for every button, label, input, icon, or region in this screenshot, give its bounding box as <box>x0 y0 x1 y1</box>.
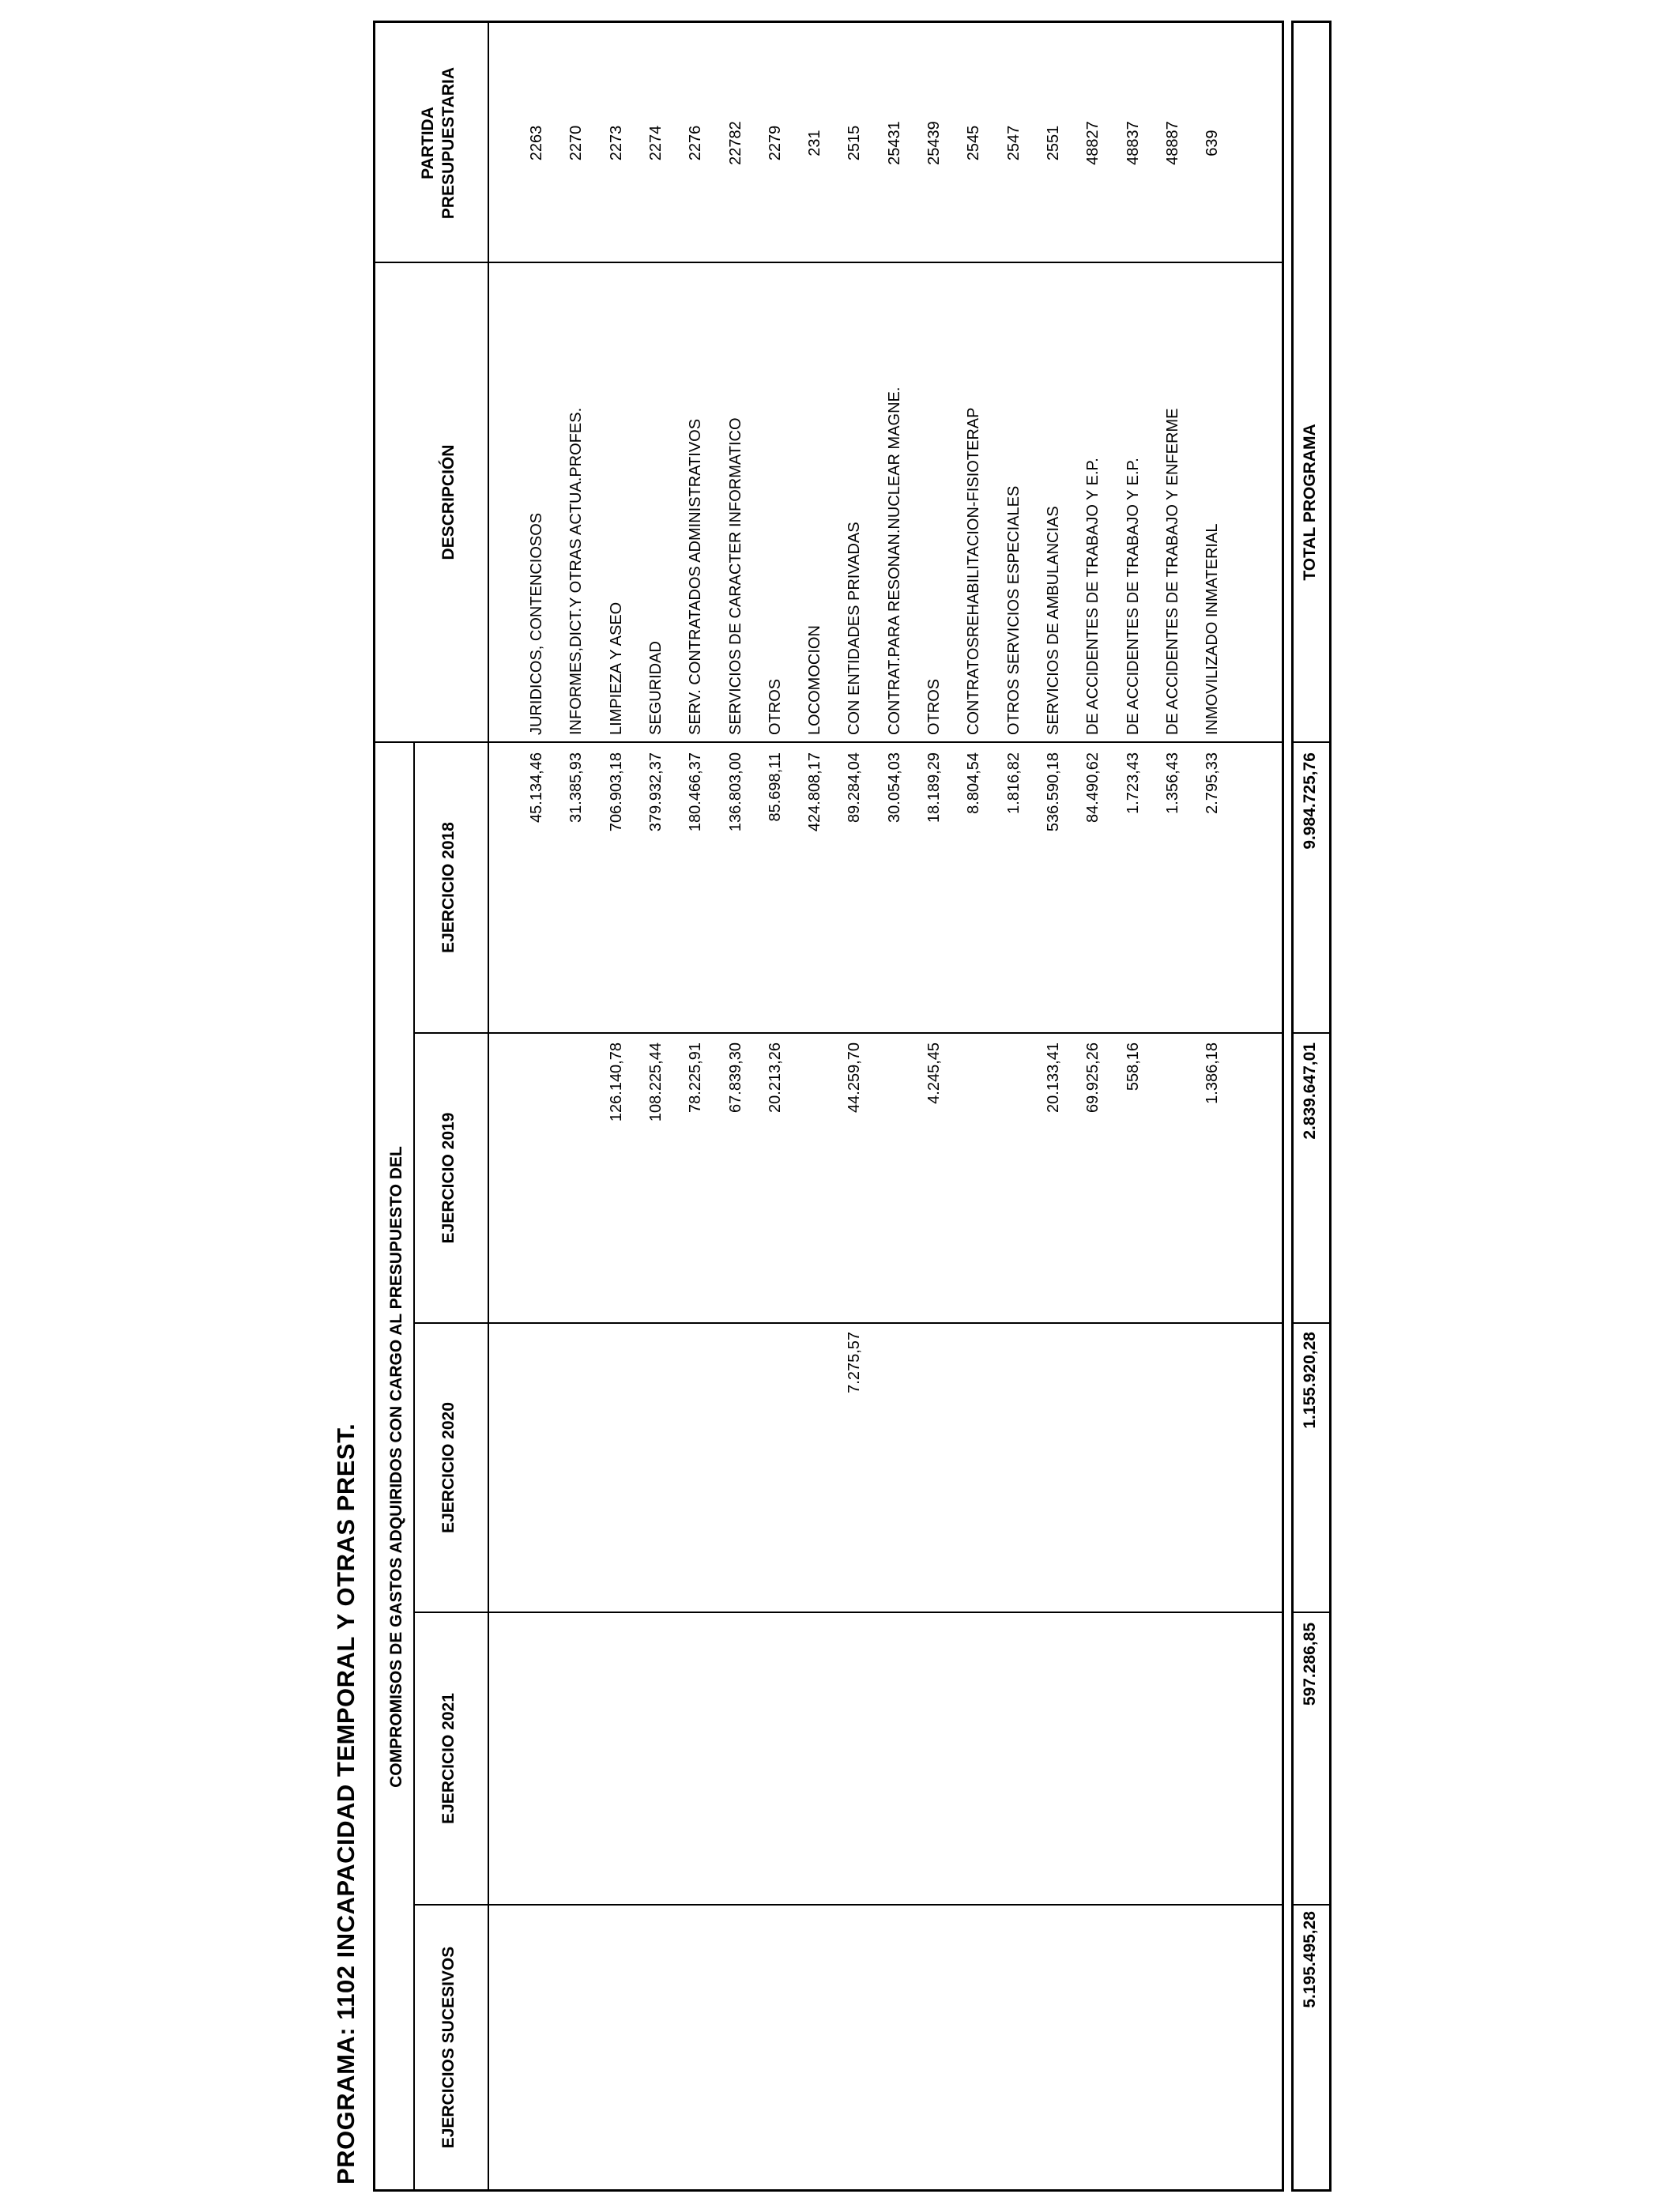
cell-ejercicio-2018: 1.816,82 <box>1005 752 1023 814</box>
cell-ejercicio-2019: 4.245,45 <box>925 1042 943 1104</box>
header-partida-line2: PRESUPUESTARIA <box>439 66 458 220</box>
cell-ejercicio-2019: 69.925,26 <box>1084 1042 1102 1113</box>
table-border-right <box>373 21 1284 23</box>
cell-ejercicio-2018: 30.054,03 <box>886 752 903 823</box>
header-ejercicio-2019: EJERCICIO 2019 <box>439 1112 458 1244</box>
cell-ejercicio-2018: 45.134,46 <box>528 752 545 823</box>
col-sep-2018 <box>413 1032 1284 1034</box>
total-label: TOTAL PROGRAMA <box>1301 424 1319 581</box>
total-sep-2020 <box>1291 1612 1332 1613</box>
header-ejercicio-2021: EJERCICIO 2021 <box>439 1693 458 1824</box>
cell-partida: 2551 <box>1045 125 1062 161</box>
cell-partida: 2515 <box>846 125 863 161</box>
header-descripcion: DESCRIPCIÓN <box>439 444 458 560</box>
cell-descripcion: INMOVILIZADO INMATERIAL <box>1203 523 1221 735</box>
header-compromisos: COMPROMISOS DE GASTOS ADQUIRIDOS CON CARGO AL PRESUPUESTO DEL <box>387 1146 405 1788</box>
cell-ejercicio-2019: 1.386,18 <box>1203 1042 1221 1104</box>
cell-partida: 639 <box>1203 130 1221 156</box>
cell-partida: 2547 <box>1005 125 1023 161</box>
group-header-separator <box>413 742 415 2192</box>
cell-ejercicio-2018: 8.804,54 <box>965 752 982 814</box>
cell-partida: 2276 <box>687 125 704 161</box>
total-sep-2021 <box>1291 1904 1332 1906</box>
cell-partida: 2273 <box>608 125 625 161</box>
header-ejercicios-sucesivos: EJERCICIOS SUCESIVOS <box>439 1946 458 2149</box>
cell-ejercicio-2019: 558,16 <box>1124 1042 1142 1091</box>
col-sep-descripcion <box>373 741 1284 743</box>
cell-descripcion: OTROS <box>767 678 784 735</box>
cell-ejercicio-2018: 379.932,37 <box>647 752 665 832</box>
col-sep-partida <box>373 262 1284 263</box>
cell-ejercicio-2018: 180.466,37 <box>687 752 704 832</box>
cell-descripcion: SERVICIOS DE CARACTER INFORMATICO <box>727 417 744 735</box>
cell-ejercicio-2018: 85.698,11 <box>767 752 784 822</box>
cell-descripcion: DE ACCIDENTES DE TRABAJO Y E.P. <box>1084 458 1102 735</box>
cell-ejercicio-2020: 7.275,57 <box>846 1332 863 1393</box>
total-sep-2019 <box>1291 1322 1332 1324</box>
cell-ejercicio-2019: 67.839,30 <box>727 1042 744 1113</box>
header-partida-line1: PARTIDA <box>419 107 437 179</box>
cell-ejercicio-2018: 1.356,43 <box>1164 752 1181 814</box>
cell-ejercicio-2018: 536.590,18 <box>1045 752 1062 832</box>
cell-ejercicio-2018: 18.189,29 <box>925 752 943 823</box>
cell-partida: 2263 <box>528 125 545 161</box>
cell-partida: 25431 <box>886 121 903 165</box>
cell-descripcion: LIMPIEZA Y ASEO <box>608 601 625 735</box>
cell-descripcion: JURIDICOS, CONTENCIOSOS <box>528 512 545 735</box>
total-border-right <box>1291 21 1332 23</box>
cell-partida: 48837 <box>1124 121 1142 165</box>
cell-descripcion: SEGURIDAD <box>647 641 665 735</box>
cell-partida: 48827 <box>1084 121 1102 165</box>
total-border-left <box>1291 2189 1332 2192</box>
cell-ejercicio-2019: 44.259,70 <box>846 1042 863 1113</box>
cell-partida: 48887 <box>1164 121 1181 165</box>
table-border-top <box>373 21 375 2192</box>
table-border-bottom <box>1282 21 1284 2192</box>
cell-ejercicio-2018: 89.284,04 <box>846 752 863 823</box>
cell-descripcion: DE ACCIDENTES DE TRABAJO Y ENFERME <box>1164 408 1181 735</box>
cell-partida: 2274 <box>647 125 665 161</box>
total-border-bottom <box>1329 21 1332 2192</box>
header-separator <box>488 21 489 2192</box>
cell-descripcion: CON ENTIDADES PRIVADAS <box>846 522 863 735</box>
total-sucesivos: 5.195.495,28 <box>1301 1911 1319 2008</box>
cell-descripcion: LOCOMOCION <box>806 625 823 735</box>
cell-descripcion: INFORMES,DICT.Y OTRAS ACTUA.PROFES. <box>567 407 585 735</box>
cell-partida: 2270 <box>567 125 585 161</box>
programa-title: PROGRAMA: 1102 INCAPACIDAD TEMPORAL Y OTRAS PREST. <box>332 1423 360 2185</box>
cell-ejercicio-2018: 706.903,18 <box>608 752 625 832</box>
col-sep-2021 <box>413 1904 1284 1906</box>
cell-ejercicio-2018: 1.723,43 <box>1124 752 1142 814</box>
total-sep-2018 <box>1291 1032 1332 1034</box>
total-2019: 2.839.647,01 <box>1301 1042 1319 1140</box>
cell-ejercicio-2019: 20.133,41 <box>1045 1042 1062 1113</box>
cell-ejercicio-2019: 126.140,78 <box>608 1042 625 1122</box>
cell-ejercicio-2018: 2.795,33 <box>1203 752 1221 814</box>
col-sep-2019 <box>413 1322 1284 1324</box>
total-border-top <box>1291 21 1294 2192</box>
cell-descripcion: CONTRATOSREHABILITACION-FISIOTERAP <box>965 407 982 735</box>
cell-ejercicio-2019: 108.225,44 <box>647 1042 665 1122</box>
cell-ejercicio-2018: 31.385,93 <box>567 752 585 823</box>
total-2018: 9.984.725,76 <box>1301 752 1319 850</box>
cell-ejercicio-2018: 136.803,00 <box>727 752 744 832</box>
cell-partida: 2279 <box>767 125 784 161</box>
cell-descripcion: OTROS <box>925 678 943 735</box>
header-ejercicio-2020: EJERCICIO 2020 <box>439 1402 458 1533</box>
cell-partida: 2545 <box>965 125 982 161</box>
header-ejercicio-2018: EJERCICIO 2018 <box>439 822 458 953</box>
total-2020: 1.155.920,28 <box>1301 1332 1319 1429</box>
total-sep-descripcion <box>1291 741 1332 743</box>
cell-descripcion: DE ACCIDENTES DE TRABAJO Y E.P. <box>1124 458 1142 735</box>
cell-partida: 22782 <box>727 121 744 165</box>
cell-ejercicio-2018: 84.490,62 <box>1084 752 1102 823</box>
cell-descripcion: SERV. CONTRATADOS ADMINISTRATIVOS <box>687 418 704 735</box>
cell-ejercicio-2019: 20.213,26 <box>767 1042 784 1113</box>
col-sep-2020 <box>413 1612 1284 1613</box>
cell-partida: 231 <box>806 130 823 156</box>
table-border-left <box>373 2189 1284 2192</box>
cell-ejercicio-2019: 78.225,91 <box>687 1042 704 1113</box>
cell-ejercicio-2018: 424.808,17 <box>806 752 823 832</box>
cell-descripcion: CONTRAT.PARA RESONAN.NUCLEAR MAGNE. <box>886 386 903 735</box>
cell-descripcion: OTROS SERVICIOS ESPECIALES <box>1005 485 1023 735</box>
cell-partida: 25439 <box>925 121 943 165</box>
cell-descripcion: SERVICIOS DE AMBULANCIAS <box>1045 506 1062 735</box>
total-2021: 597.286,85 <box>1301 1623 1319 1706</box>
